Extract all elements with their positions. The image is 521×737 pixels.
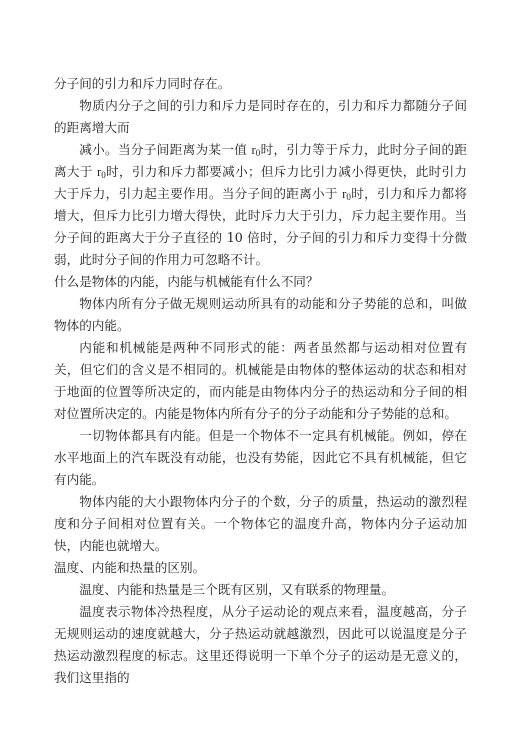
- paragraph-8: 物体内能的大小跟物体内分子的个数，分子的质量，热运动的激烈程度和分子间相对位置有关。一个物体它的温度升高，物体内分子运动加快，内能也就增大。: [54, 494, 467, 553]
- symbol-r0: $r_0$: [251, 143, 261, 158]
- symbol-r0: $r_0$: [97, 165, 106, 180]
- paragraph-7: 一切物体都具有内能。但是一个物体不一定具有机械能。例如，停在水平地面上的汽车既没有动能，也没有势能，因此它不具有机械能，但它有内能。: [54, 428, 467, 487]
- symbol-r0: $r_0$: [342, 187, 351, 202]
- section-heading-temperature-heat: 温度、内能和热量的区别。: [54, 560, 206, 575]
- paragraph-3-seg-1: 减小。当分子间距离为某一值: [79, 142, 252, 157]
- paragraph-2: 物质内分子之间的引力和斥力是同时存在的，引力和斥力都随分子间的距离增大而: [54, 98, 467, 135]
- paragraph-6: 内能和机械能是两种不同形式的能：两者虽然都与运动相对位置有关，但它们的含义是不相同的。机械能是由物体的整体运动的状态和相对于地面的位置等所决定的，而内能是由物体内分子的热运动和分子间的相对位置所决定的。内能是物体内所有分子的分子动能和分子势能的总和。: [54, 340, 467, 421]
- paragraph-1: 分子间的引力和斥力同时存在。: [54, 76, 231, 91]
- paragraph-3-seg-3: 时，引力和斥力都要减小；但斥力比引力减小得更快，此时引力大于斥力，引力起主要作用。当分子间的距离小于: [54, 164, 467, 201]
- paragraph-5: 物体内所有分子做无规则运动所具有的动能和分子势能的总和，叫做物体的内能。: [54, 296, 467, 333]
- paragraph-11: 温度表示物体冷热程度，从分子运动论的观点来看，温度越高，分子无规则运动的速度就越大，分子热运动就越激烈，因此可以说温度是分子热运动激烈程度的标志。这里还得说明一下单个分子的运动是无意义的，我们这里指的: [54, 604, 467, 685]
- paragraph-3-seg-4: 时，引力和斥力都将增大，但斥力比引力增大得快，此时斥力大于引力，斥力起主要作用。当分子间的距离大于分子直径的 10 倍时，分子间的引力和斥力变得十分微弱，此时分子间的作用力可忽略不计。: [54, 186, 468, 267]
- paragraph-3: [54, 139, 467, 271]
- paragraph-10: 温度、内能和热量是三个既有区别，又有联系的物理量。: [79, 582, 395, 597]
- document-body: [54, 73, 467, 689]
- paragraph-3-seg-2: 时，引力等于斥力，此时分子间的距离大于: [54, 142, 467, 179]
- section-heading-internal-energy: 什么是物体的内能，内能与机械能有什么不同？: [54, 274, 319, 289]
